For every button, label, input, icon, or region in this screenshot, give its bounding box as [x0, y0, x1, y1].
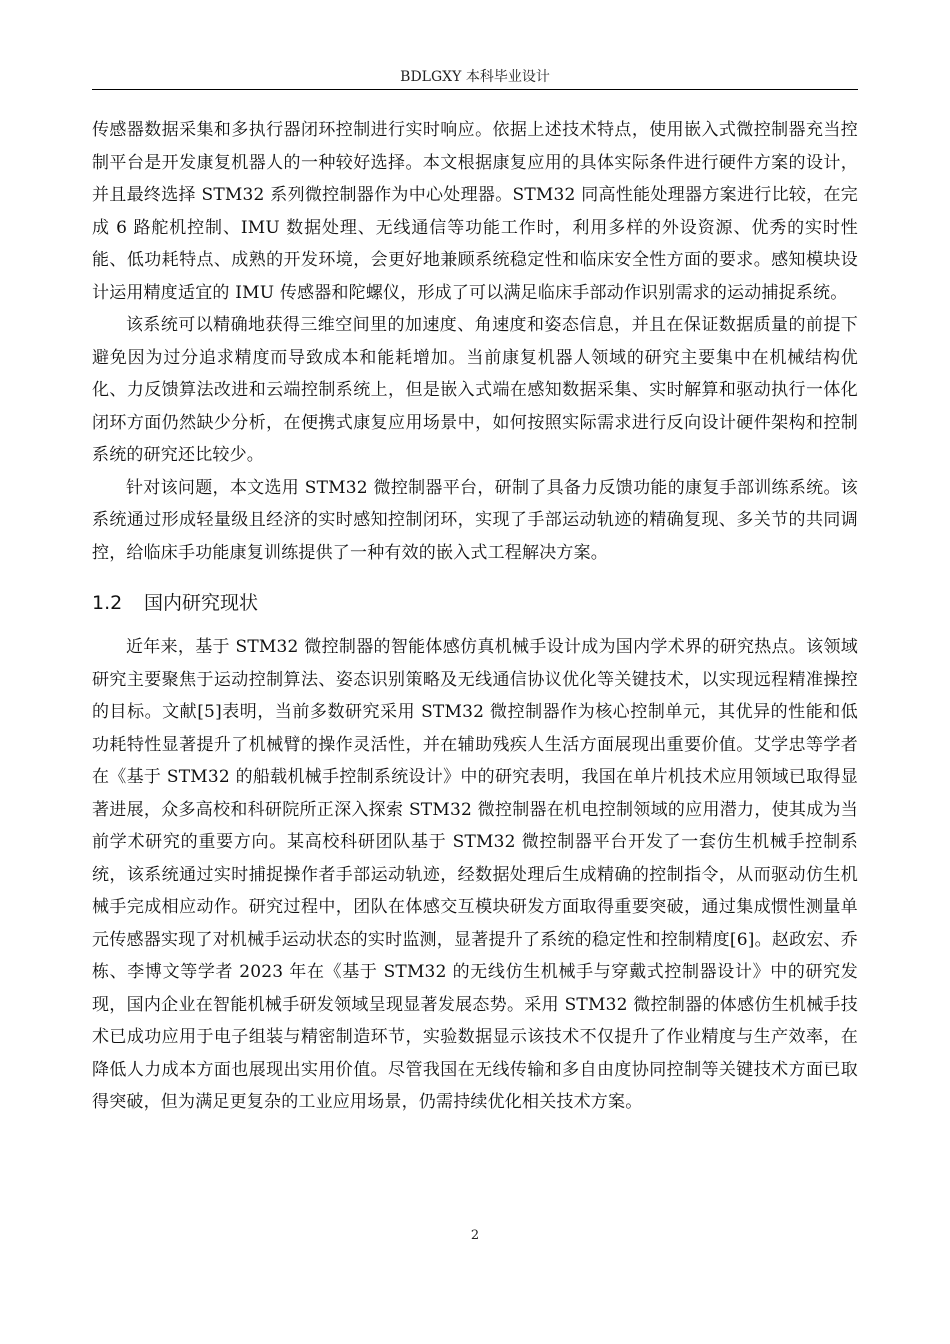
body-paragraph: 传感器数据采集和多执行器闭环控制进行实时响应。依据上述技术特点，使用嵌入式微控制器充当控制平台是开发康复机器人的一种较好选择。本文根据康复应用的具体实际条件进行硬件方案的设计，并且最终选择 STM32 系列微控制器作为中心处理器。STM32 同高性能处理器方案进行比较，在完成 6 路舵机控制、IMU 数据处理、无线通信等功能工作时，利用多样的外设资源、优秀的实时性能、低功耗特点、成熟的开发环境，会更好地兼顾系统稳定性和临床安全性方面的要求。感知模块设计运用精度适宜的 IMU 传感器和陀螺仪，形成了可以满足临床手部动作识别需求的运动捕捉系统。	[92, 120, 858, 303]
header-rule	[92, 89, 858, 90]
document-body	[92, 114, 858, 1119]
page-number: 2	[470, 1228, 480, 1243]
section-heading	[92, 589, 858, 617]
body-paragraph: 针对该问题，本文选用 STM32 微控制器平台，研制了具备力反馈功能的康复手部训练系统。该系统通过形成轻量级且经济的实时感知控制闭环，实现了手部运动轨迹的精确复现、多关节的共同调控，给临床手功能康复训练提供了一种有效的嵌入式工程解决方案。	[92, 477, 858, 563]
section-title: 国内研究现状	[144, 592, 259, 614]
section-number: 1.2	[92, 592, 123, 614]
page-header: BDLGXY 本科毕业设计	[400, 69, 550, 85]
body-paragraph: 该系统可以精确地获得三维空间里的加速度、角速度和姿态信息，并且在保证数据质量的前提下避免因为过分追求精度而导致成本和能耗增加。当前康复机器人领域的研究主要集中在机械结构优化、力反馈算法改进和云端控制系统上，但是嵌入式端在感知数据采集、实时解算和驱动执行一体化闭环方面仍然缺少分析，在便携式康复应用场景中，如何按照实际需求进行反向设计硬件架构和控制系统的研究还比较少。	[92, 315, 858, 465]
body-paragraph: 近年来，基于 STM32 微控制器的智能体感仿真机械手设计成为国内学术界的研究热点。该领域研究主要聚焦于运动控制算法、姿态识别策略及无线通信协议优化等关键技术，以实现远程精准操控的目标。文献[5]表明，当前多数研究采用 STM32 微控制器作为核心控制单元，其优异的性能和低功耗特性显著提升了机械臂的操作灵活性，并在辅助残疾人生活方面展现出重要价值。艾学忠等学者在《基于 STM32 的船载机械手控制系统设计》中的研究表明，我国在单片机技术应用领域已取得显著进展，众多高校和科研院所正深入探索 STM32 微控制器在机电控制领域的应用潜力，使其成为当前学术研究的重要方向。某高校科研团队基于 STM32 微控制器平台开发了一套仿生机械手控制系统，该系统通过实时捕捉操作者手部运动轨迹，经数据处理后生成精确的控制指令，从而驱动仿生机械手完成相应动作。研究过程中，团队在体感交互模块研发方面取得重要突破，通过集成惯性测量单元传感器实现了对机械手运动状态的实时监测，显著提升了系统的稳定性和控制精度[6]。赵政宏、乔栋、李博文等学者 2023 年在《基于 STM32 的无线仿生机械手与穿戴式控制器设计》中的研究发现，国内企业在智能机械手研发领域呈现显著发展态势。采用 STM32 微控制器的体感仿生机械手技术已成功应用于电子组装与精密制造环节，实验数据显示该技术不仅提升了作业精度与生产效率，在降低人力成本方面也展现出实用价值。尽管我国在无线传输和多自由度协同控制等关键技术方面已取得突破，但为满足更复杂的工业应用场景，仍需持续优化相关技术方案。	[92, 637, 858, 1112]
